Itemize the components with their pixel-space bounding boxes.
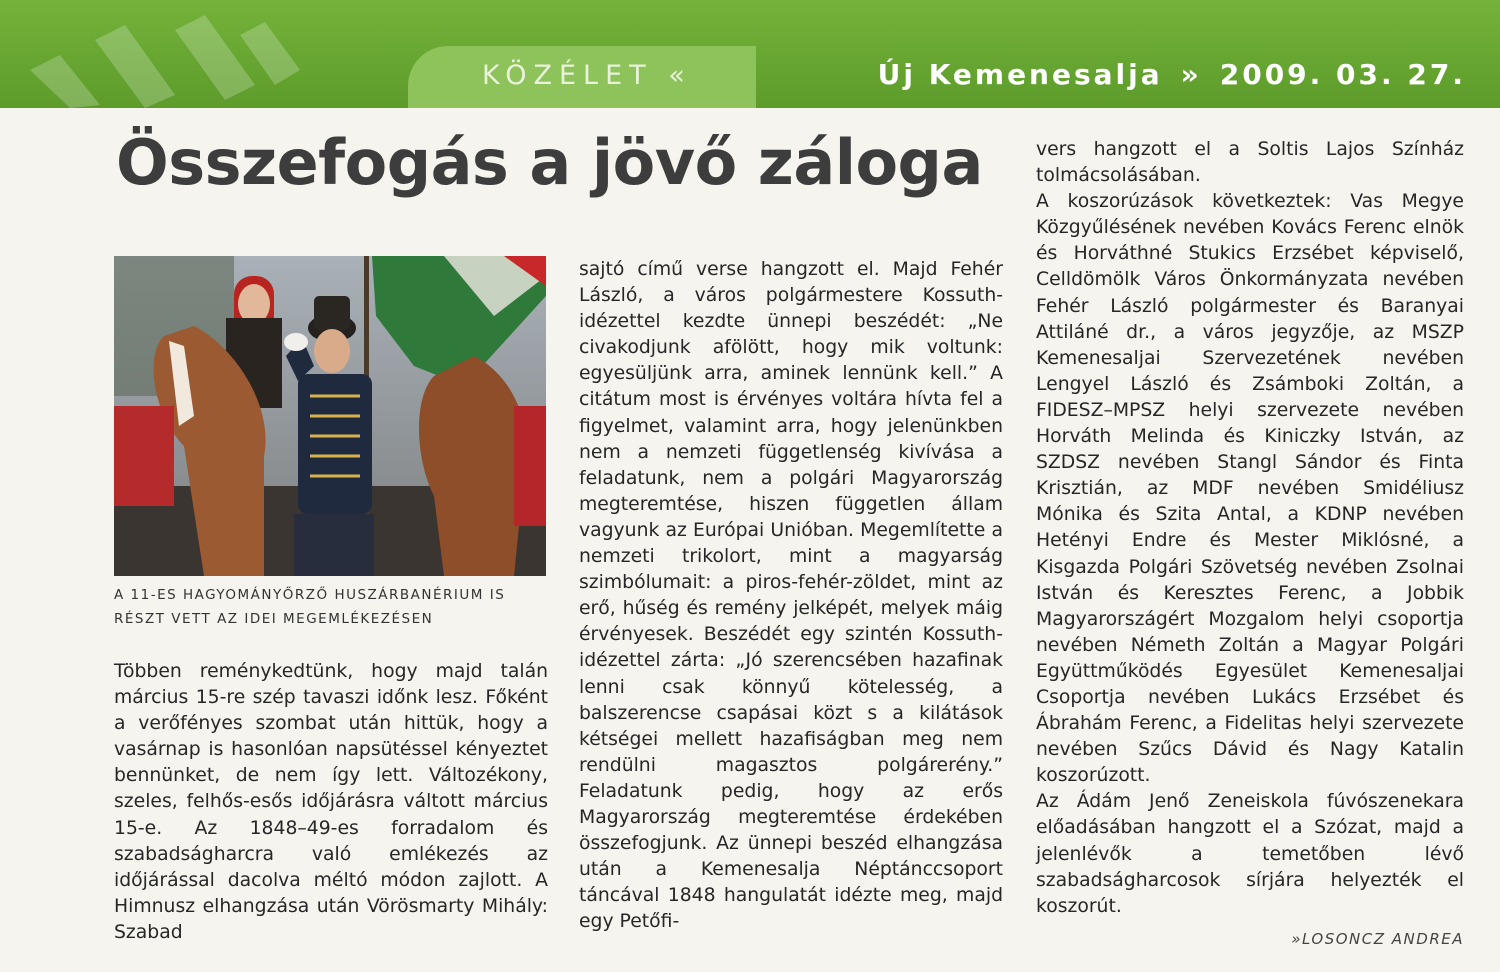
article-title: Összefogás a jövő záloga — [116, 126, 983, 199]
hussar-photo-illustration — [114, 256, 546, 576]
paragraph: A koszorúzások következtek: Vas Megye Közgyűlésének nevében Kovács Ferenc elnök és Horváthné Stukics Erzsébet képviselő, Celldömölk Város Önkormányzata nevében Fehér László polgármester és Baranyai Attiláné dr., a város jegyzője, az MSZP Kemenesaljai Szervezetének nevében Lengyel László és Zsámboki Zoltán, a FIDESZ–MPSZ helyi szervezete nevében Horváth Melinda és Kiniczky István, az SZDSZ nevében Stangl Sándor és Finta Krisztián, az MDF nevében Smidéliusz Mónika és Szita Antal, a KDNP nevében Hetényi Endre és Mester Miklósné, a Kisgazda Polgári Szövetség nevében Zsolnai István és Keresztes Ferenc, a Jobbik Magyarországért Mozgalom helyi csoportja nevében Németh Zoltán a Magyar Polgári Együttműködés Egyesület Kemenesaljai Csoportja nevében Lukács Erzsébet és Ábrahám Ferenc, a Fidelitas helyi szervezete nevében Szűcs Dávid és Nagy Katalin koszorúzott. — [1036, 191, 1464, 787]
paragraph: vers hangzott el a Soltis Lajos Színház tolmácsolásában. — [1036, 139, 1464, 187]
paragraph: Az Ádám Jenő Zeneiskola fúvószenekara előadásában hangzott el a Szózat, majd a jelenlévők a temetőben lévő szabadságharcosok sírjára helyezték el koszorút. — [1036, 791, 1464, 917]
article-photo — [114, 256, 546, 576]
photo-caption: A 11-ES HAGYOMÁNYŐRZŐ HUSZÁRBANÉRIUM IS RÉSZT VETT AZ IDEI MEGEMLÉKEZÉSEN — [114, 587, 506, 627]
publication-name: Új Kemenesalja — [877, 58, 1163, 91]
paragraph: Többen reménykedtünk, hogy majd talán március 15-re szép tavaszi időnk lesz. Főként a verőfényes szombat után hittük, hogy a vasárnap is hasonlóan napsütéssel kényeztet bennünket, de nem így lett. Változékony, szeles, felhős-esős időjárásra váltott március 15-e. Az 1848–49-es forradalom és szabadságharcra való emlékezés az időjárással dacolva méltó módon zajlott. A Himnusz elhangzása után Vörösmarty Mihály: Szabad — [114, 661, 548, 943]
issue-date: 2009. 03. 27. — [1219, 58, 1466, 91]
author-byline: »LOSONCZ ANDREA — [1291, 930, 1464, 948]
page-header — [0, 0, 1500, 108]
issue-info — [878, 58, 1466, 91]
paragraph: sajtó című verse hangzott el. Majd Fehér László, a város polgármestere Kossuth-idézettel kezdte ünnepi beszédét: „Ne civakodjunk afölött, hogy mik voltunk: egyesüljünk arra, aminek lennünk kell.” A citátum most is érvényes voltára hívta fel a figyelmet, valamint arra, hogy jelenünkben nem a nemzeti függetlenség kivívása a feladatunk, nem a polgári Magyarország megteremtése, hiszen független állam vagyunk az Európai Unióban. Megemlítette a nemzeti trikolort, mint a magyarság szimbólumait: a piros-fehér-zöldet, mint az erő, hűség és remény jelképét, melyek máig érvényesek. Beszédét egy szintén Kossuth-idézettel zárta: „Jó szerencsében hazafinak lenni csak könnyű kötelesség, a balszerencse csapásai közt s a kilátások kétségei mellett hazafiságban meg nem rendülni magasztos polgárerény.” Feladatunk pedig, hogy az erős Magyarország megteremtése érdekében összefogjunk. Az ünnepi beszéd elhangzása után a Kemenesalja Néptánccsoport táncával 1848 hangulatát idézte meg, majd egy Petőfi- — [579, 259, 1003, 933]
chevron-decoration-icon — [0, 0, 420, 108]
section-label: KÖZÉLET « — [482, 60, 692, 91]
separator-glyph: » — [1180, 58, 1202, 91]
article-column-3 — [1036, 137, 1464, 920]
article-column-1 — [114, 659, 548, 946]
article-column-2 — [579, 257, 1003, 935]
